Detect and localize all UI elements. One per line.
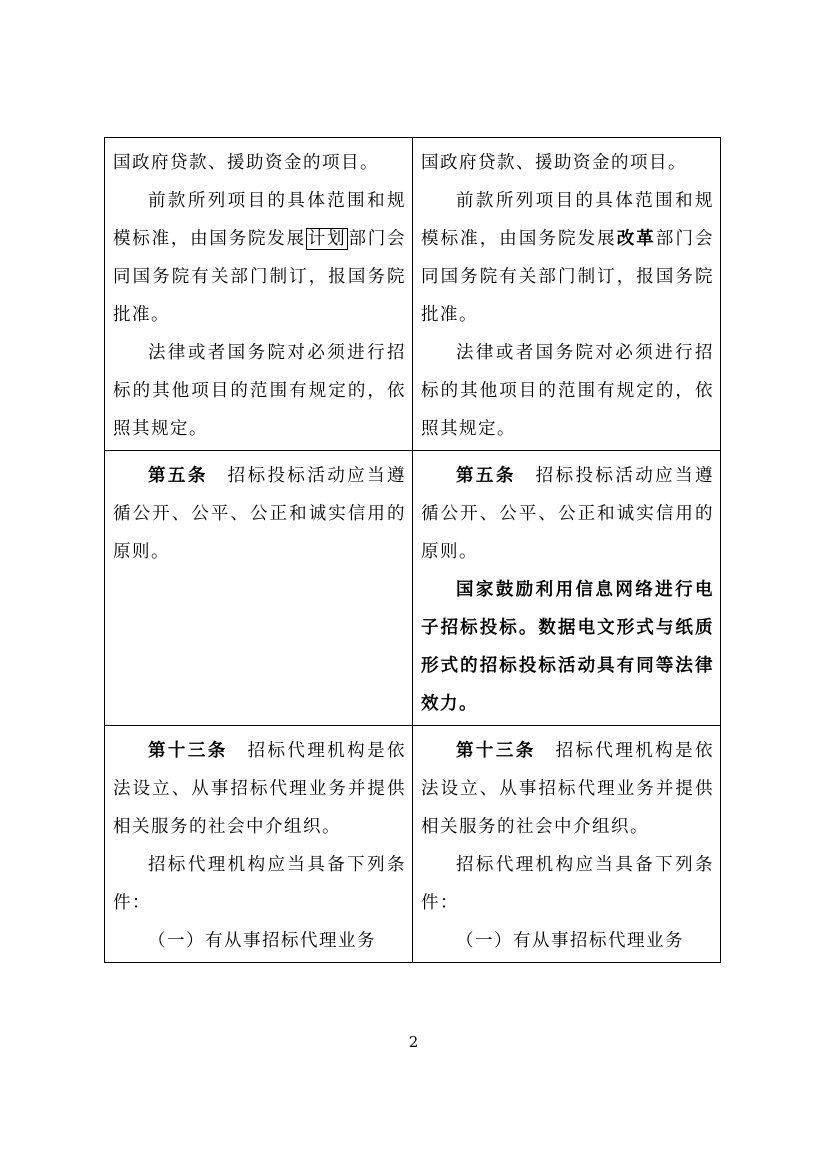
paragraph: （一）有从事招标代理业务 <box>456 931 684 951</box>
right-cell <box>413 451 721 726</box>
paragraph: 国政府贷款、援助资金的项目。 <box>421 153 687 173</box>
article-number: 第五条 <box>456 466 516 486</box>
added-paragraph: 国家鼓励利用信息网络进行电子招标投标。数据电文形式与纸质形式的招标投标活动具有同等法律效力。 <box>421 580 714 714</box>
table-row <box>105 726 721 963</box>
paragraph: 第十三条 招标代理机构是依法设立、从事招标代理业务并提供相关服务的社会中介组织。 <box>113 741 407 837</box>
article-number: 第十三条 <box>456 741 536 761</box>
boxed-text: 计划 <box>307 229 347 249</box>
right-cell <box>413 138 721 451</box>
paragraph: 前款所列项目的具体范围和规模标准，由国务院发展改革部门会同国务院有关部门制订，报国务院批准。 <box>421 191 715 325</box>
paragraph: 法律或者国务院对必须进行招标的其他项目的范围有规定的，依照其规定。 <box>421 343 714 439</box>
paragraph: 法律或者国务院对必须进行招标的其他项目的范围有规定的，依照其规定。 <box>113 343 406 439</box>
left-cell <box>105 726 413 963</box>
paragraph: （一）有从事招标代理业务 <box>148 931 376 951</box>
left-cell <box>105 138 413 451</box>
article-number: 第十三条 <box>148 741 228 761</box>
paragraph: 国政府贷款、援助资金的项目。 <box>113 153 379 173</box>
paragraph: 招标代理机构应当具备下列条件： <box>113 855 406 913</box>
page-number: 2 <box>408 1033 419 1051</box>
table-row <box>105 138 721 451</box>
article-number: 第五条 <box>148 466 208 486</box>
paragraph: 第十三条 招标代理机构是依法设立、从事招标代理业务并提供相关服务的社会中介组织。 <box>421 741 715 837</box>
highlight-text: 改革 <box>616 229 656 249</box>
paragraph: 第五条 招标投标活动应当遵循公开、公平、公正和诚实信用的原则。 <box>113 466 406 562</box>
right-cell <box>413 726 721 963</box>
paragraph: 招标代理机构应当具备下列条件： <box>421 855 714 913</box>
paragraph: 前款所列项目的具体范围和规模标准，由国务院发展 计划 部门会同国务院有关部门制订，报国务院批准。 <box>113 191 407 325</box>
table-row <box>105 451 721 726</box>
comparison-table <box>104 137 721 963</box>
left-cell <box>105 451 413 726</box>
paragraph: 第五条 招标投标活动应当遵循公开、公平、公正和诚实信用的原则。 <box>421 466 714 562</box>
